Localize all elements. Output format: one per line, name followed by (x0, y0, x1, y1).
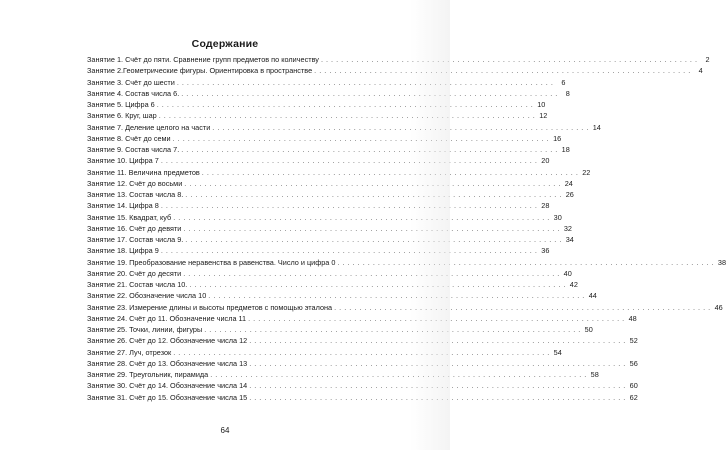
toc-entry-page: 54 (553, 347, 562, 357)
toc-entry-page: 34 (565, 235, 574, 244)
toc-entry-page: 16 (553, 133, 562, 143)
toc-entry-label: Занятие 7. Деление целого на части (87, 122, 211, 132)
toc-leader-dots (161, 155, 538, 166)
toc-entry-label: Занятие 11. Величина предметов (87, 167, 200, 177)
toc-entry (87, 122, 601, 133)
toc-leader-dots (189, 279, 566, 290)
toc-entry-label: Занятие 9. Состав числа 7. (87, 145, 180, 154)
toc-entry-label: Занятие 29. Треугольник, пирамида (87, 370, 209, 379)
toc-leader-dots (183, 268, 560, 279)
toc-entry (87, 88, 570, 99)
toc-entry-page: 26 (565, 190, 574, 199)
toc-entry-page: 32 (563, 223, 572, 233)
toc-entry-label: Занятие 1. Счёт до пяти. Сравнение групп предметов по количеству (87, 55, 319, 64)
toc-entry (87, 212, 562, 223)
toc-entry (87, 358, 638, 369)
toc-entry-label: Занятие 6. Круг, шар (87, 111, 157, 121)
toc-entry (87, 99, 546, 110)
toc-leader-dots (185, 234, 562, 245)
toc-entry-page: 40 (563, 268, 572, 278)
toc-entry-page: 30 (553, 212, 562, 222)
toc-entry-page: 22 (582, 167, 591, 177)
toc-entry-label: Занятие 16. Счёт до девяти (87, 223, 182, 233)
table-of-contents (87, 54, 726, 403)
toc-entry (87, 223, 572, 234)
toc-entry-label: Занятие 15. Квадрат, куб (87, 212, 172, 222)
toc-leader-dots (183, 223, 560, 234)
toc-entry-page: 28 (541, 201, 550, 211)
toc-entry (87, 155, 550, 166)
toc-entry-label: Занятие 5. Цифра 6 (87, 100, 155, 109)
toc-leader-dots (173, 133, 550, 144)
toc-entry (87, 335, 638, 346)
toc-entry-label: Занятие 30. Счёт до 14. Обозначение числа 14 (87, 381, 248, 391)
toc-entry-label: Занятие 18. Цифра 9 (87, 246, 159, 256)
toc-entry-page: 60 (629, 381, 638, 391)
toc-entry-label: Занятие 23. Измерение длины и высоты предметов с помощью эталона (87, 302, 333, 312)
toc-entry-label: Занятие 19. Преобразование неравенства в равенства. Число и цифра 0 (87, 257, 336, 267)
toc-entry (87, 54, 710, 65)
toc-entry (87, 189, 574, 200)
toc-entry-page: 12 (539, 111, 548, 121)
toc-leader-dots (321, 54, 698, 65)
toc-leader-dots (334, 302, 711, 313)
toc-leader-dots (212, 122, 589, 133)
toc-entry-label: Занятие 24. Счёт до 11. Обозначение числа 11 (87, 313, 247, 323)
toc-entry (87, 392, 638, 403)
toc-entry-page: 24 (564, 178, 573, 188)
toc-entry-label: Занятие 26. Счёт до 12. Обозначение числа 12 (87, 336, 248, 346)
toc-entry (87, 324, 593, 335)
toc-entry-page: 38 (717, 257, 726, 267)
toc-leader-dots (202, 167, 579, 178)
toc-entry-label: Занятие 27. Луч, отрезок (87, 347, 172, 357)
toc-entry-page: 44 (588, 291, 597, 301)
toc-entry-page: 52 (629, 336, 638, 346)
toc-entry-label: Занятие 14. Цифра 8 (87, 201, 159, 211)
toc-leader-dots (314, 65, 691, 76)
toc-entry (87, 144, 570, 155)
toc-leader-dots (185, 189, 562, 200)
toc-leader-dots (173, 347, 550, 358)
toc-entry (87, 200, 550, 211)
toc-entry (87, 302, 723, 313)
toc-entry-page: 2 (705, 55, 710, 64)
toc-leader-dots (159, 110, 536, 121)
toc-entry (87, 369, 599, 380)
toc-entry (87, 65, 703, 76)
toc-leader-dots (157, 99, 534, 110)
toc-entry (87, 234, 574, 245)
toc-leader-dots (208, 290, 585, 301)
toc-entry (87, 268, 572, 279)
toc-entry (87, 110, 548, 121)
toc-entry-page: 56 (629, 358, 638, 368)
toc-entry (87, 167, 591, 178)
toc-entry (87, 77, 566, 88)
toc-entry (87, 347, 562, 358)
toc-entry-label: Занятие 4. Состав числа 6. (87, 88, 180, 98)
toc-entry-label: Занятие 22. Обозначение числа 10 (87, 291, 207, 301)
page-number: 64 (220, 426, 230, 435)
toc-entry (87, 245, 550, 256)
toc-entry-page: 46 (714, 302, 723, 312)
toc-entry (87, 313, 637, 324)
toc-entry-label: Занятие 20. Счёт до десяти (87, 268, 182, 278)
page-edge-shadow (410, 0, 450, 450)
toc-entry-page: 58 (590, 370, 599, 379)
toc-entry (87, 279, 578, 290)
toc-entry-page: 4 (698, 66, 703, 76)
toc-entry-page: 14 (592, 122, 601, 132)
page-title: Содержание (191, 38, 259, 50)
toc-entry-label: Занятие 13. Состав числа 8. (87, 190, 184, 199)
toc-leader-dots (173, 212, 550, 223)
toc-entry-label: Занятие 8. Счёт до семи (87, 133, 171, 143)
toc-leader-dots (184, 178, 561, 189)
toc-entry-label: Занятие 12. Счёт до восьми (87, 178, 183, 188)
toc-leader-dots (177, 77, 554, 88)
toc-entry-page: 36 (541, 246, 550, 256)
toc-entry-page: 42 (569, 280, 578, 289)
toc-entry-label: Занятие 10. Цифра 7 (87, 156, 159, 166)
toc-entry-label: Занятие 3. Счёт до шести (87, 77, 175, 87)
toc-leader-dots (161, 245, 538, 256)
toc-entry-page: 62 (629, 392, 638, 402)
toc-entry-page: 8 (565, 88, 570, 98)
toc-entry-label: Занятие 2.Геометрические фигуры. Ориентировка в пространстве (87, 66, 313, 76)
toc-leader-dots (181, 144, 558, 155)
toc-leader-dots (161, 200, 538, 211)
toc-entry (87, 178, 573, 189)
toc-entry (87, 290, 597, 301)
toc-entry-page: 50 (584, 325, 593, 334)
toc-entry-label: Занятие 17. Состав числа 9. (87, 235, 184, 244)
toc-entry-page: 10 (537, 100, 546, 109)
toc-entry-label: Занятие 28. Счёт до 13. Обозначение числа 13 (87, 358, 248, 368)
toc-entry-page: 6 (561, 77, 566, 87)
toc-entry (87, 133, 562, 144)
toc-leader-dots (210, 369, 587, 380)
toc-entry (87, 380, 638, 391)
toc-entry-label: Занятие 31. Счёт до 15. Обозначение числа 15 (87, 392, 248, 402)
toc-entry-page: 20 (541, 156, 550, 166)
toc-entry-page: 48 (628, 313, 637, 323)
toc-leader-dots (337, 257, 714, 268)
toc-entry-label: Занятие 21. Состав числа 10. (87, 280, 188, 289)
toc-entry-page: 18 (561, 145, 570, 154)
toc-leader-dots (204, 324, 581, 335)
toc-entry-label: Занятие 25. Точки, линии, фигуры (87, 325, 203, 334)
toc-entry (87, 257, 726, 268)
toc-leader-dots (181, 88, 558, 99)
